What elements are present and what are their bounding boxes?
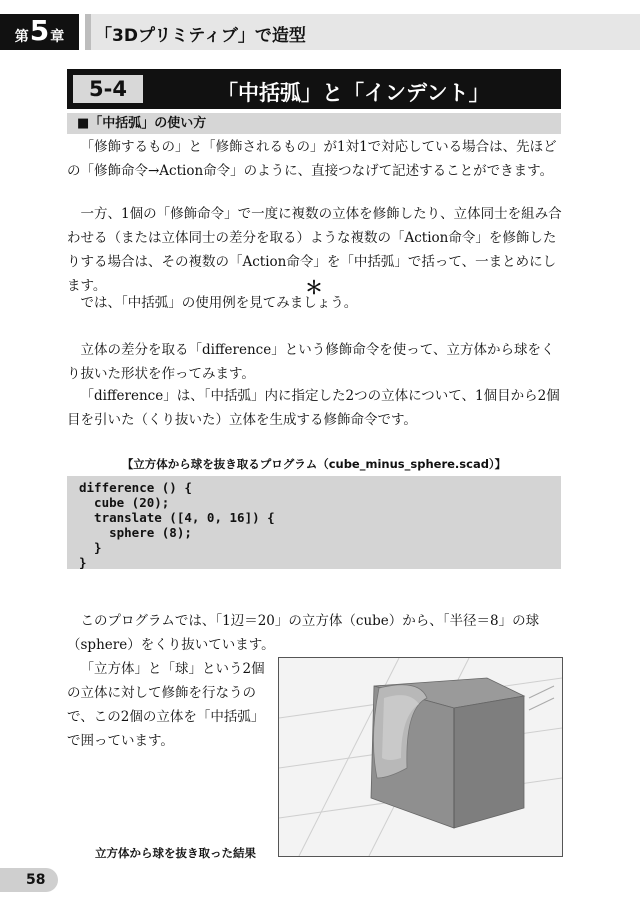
chapter-title: 「3Dプリミティブ」で造型 <box>95 26 306 46</box>
section-header <box>67 69 561 109</box>
paragraph-3: では、「中括弧」の使用例を見てみましょう。 <box>80 295 358 311</box>
code-line: difference () { <box>79 480 192 495</box>
code-listing <box>67 476 561 569</box>
paragraph-5: 「difference」は、「中括弧」内に指定した2つの立体について、1個目から2個目を引いた（くり抜いた）立体を生成する修飾命令です。 <box>67 388 560 428</box>
chapter-suffix: 章 <box>50 29 65 45</box>
chapter-header <box>0 14 640 50</box>
chapter-tab <box>0 14 79 50</box>
section-title: 「中括弧」と「インデント」 <box>217 81 490 105</box>
code-line: cube (20); <box>79 495 170 510</box>
subheading <box>67 113 561 134</box>
code-caption: 【立方体から球を抜き取るプログラム（cube_minus_sphere.scad）】 <box>121 457 507 471</box>
section-number: 5-4 <box>73 75 143 103</box>
paragraph-4: 立体の差分を取る「difference」という修飾命令を使って、立方体から球をくり抜いた形状を作ってみます。 <box>67 342 555 382</box>
paragraph-6: このプログラムでは、「1辺＝20」の立方体（cube）から、「半径＝8」の球（sphere）をくり抜いています。 <box>67 613 540 653</box>
code-line: } <box>79 555 87 570</box>
render-figure <box>278 657 563 857</box>
cube-minus-sphere-render <box>279 658 562 856</box>
subheading-text: ■「中括弧」の使い方 <box>77 116 207 131</box>
code-line: translate ([4, 0, 16]) { <box>79 510 275 525</box>
page-number: 58 <box>0 868 58 892</box>
chapter-prefix: 第 <box>14 29 29 45</box>
chapter-title-bar <box>85 14 640 50</box>
paragraph-2: 一方、1個の「修飾命令」で一度に複数の立体を修飾したり、立体同士を組み合わせる（または立体同士の差分を取る）ような複数の「Action命令」を修飾したりする場合は、その複数の「Action命令」を「中括弧」で括って、一まとめにします。 <box>67 206 562 294</box>
code-line: sphere (8); <box>79 525 192 540</box>
figure-caption: 立方体から球を抜き取った結果 <box>95 846 256 860</box>
code-line: } <box>79 540 102 555</box>
paragraph-7: 「立方体」と「球」という2個の立体に対して修飾を行なうので、この2個の立体を「中括弧」で囲っています。 <box>67 661 265 749</box>
chapter-title-accent <box>85 14 91 50</box>
separator-asterisk: ＊ <box>305 278 323 299</box>
paragraph-1: 「修飾するもの」と「修飾されるもの」が1対1で対応している場合は、先ほどの「修飾命令→Action命令」のように、直接つなげて記述することができます。 <box>67 139 557 179</box>
chapter-number: 5 <box>29 14 50 47</box>
